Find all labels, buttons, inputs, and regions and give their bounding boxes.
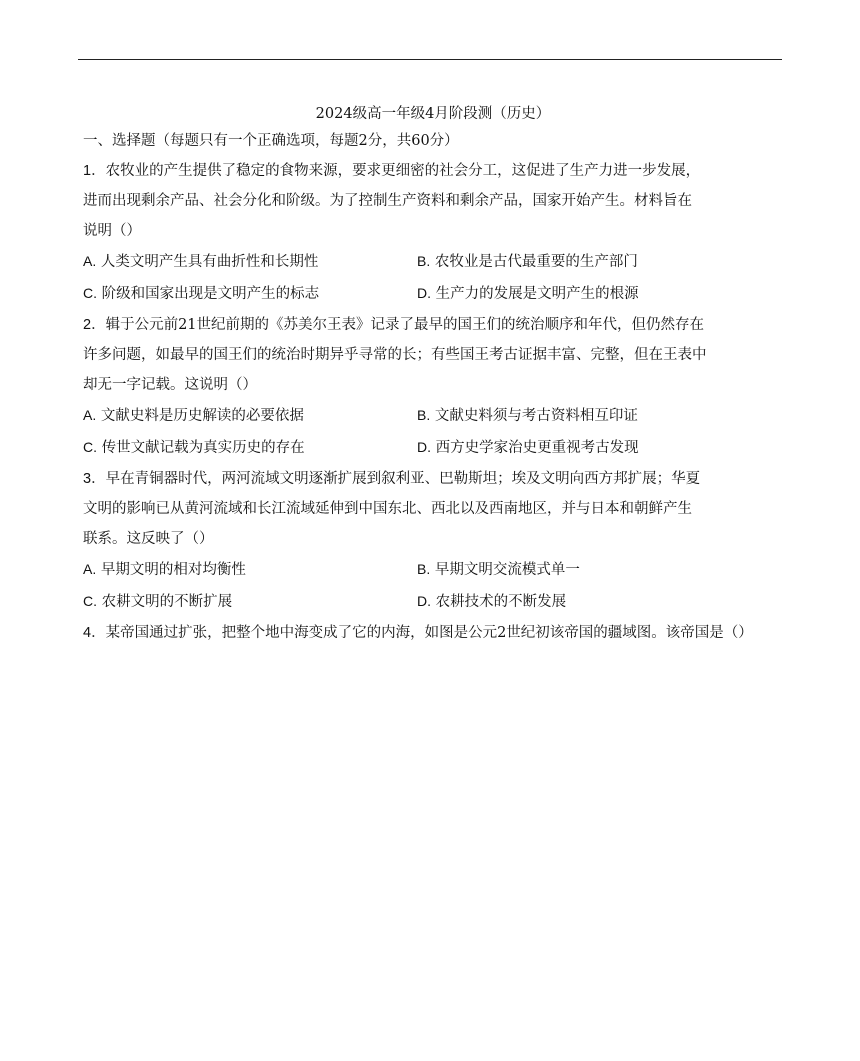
question-stem-line: 却无一字记载。这说明（） xyxy=(83,377,257,393)
option-text: 生产力的发展是文明产生的根源 xyxy=(435,286,639,302)
question-4 xyxy=(83,618,793,648)
option-c xyxy=(83,430,417,464)
option-letter: B. xyxy=(417,407,431,423)
option-b xyxy=(417,554,751,584)
exam-content xyxy=(83,102,793,648)
option-letter: A. xyxy=(83,253,97,269)
option-text: 文献史料须与考古资料相互印证 xyxy=(434,408,638,424)
option-text: 西方史学家治史更重视考古发现 xyxy=(435,440,639,456)
options-row xyxy=(83,430,793,464)
option-d xyxy=(417,430,751,464)
question-stem-line: 联系。这反映了（） xyxy=(83,531,214,547)
section-heading: 一、选择题（每题只有一个正确选项，每题2分，共60分） xyxy=(83,133,459,149)
option-text: 传世文献记载为真实历史的存在 xyxy=(101,440,305,456)
option-letter: C. xyxy=(83,439,97,455)
option-letter: C. xyxy=(83,593,97,609)
option-letter: D. xyxy=(417,285,431,301)
option-a xyxy=(83,246,417,276)
page-title: 2024级高一年级4月阶段测（历史） xyxy=(315,106,551,122)
option-letter: A. xyxy=(83,407,97,423)
option-letter: D. xyxy=(417,439,431,455)
question-text: 早在青铜器时代，两河流域文明逐渐扩展到叙利亚、巴勒斯坦；埃及文明向西方邦扩展；华夏 xyxy=(105,471,701,487)
options-row xyxy=(83,400,793,430)
question-stem-line: 文明的影响已从黄河流域和长江流域延伸到中国东北、西北以及西南地区，并与日本和朝鲜产生 xyxy=(83,501,692,517)
option-letter: B. xyxy=(417,253,431,269)
option-letter: C. xyxy=(83,285,97,301)
option-c xyxy=(83,584,417,618)
option-c xyxy=(83,276,417,310)
options-row xyxy=(83,584,793,618)
option-text: 人类文明产生具有曲折性和长期性 xyxy=(100,254,319,270)
option-text: 农耕技术的不断发展 xyxy=(435,594,567,610)
question-text: 农牧业的产生提供了稳定的食物来源，要求更细密的社会分工，这促进了生产力进一步发展， xyxy=(105,163,701,179)
option-a xyxy=(83,554,417,584)
question-stem-line: 许多问题，如最早的国王们的统治时期异乎寻常的长；有些国王考古证据丰富、完整，但在王表中 xyxy=(83,347,707,363)
question-number: 3． xyxy=(83,471,106,487)
question-text: 某帝国通过扩张，把整个地中海变成了它的内海，如图是公元2世纪初该帝国的疆域图。该帝国是（） xyxy=(105,625,753,641)
option-text: 早期文明交流模式单一 xyxy=(434,562,580,578)
options-row xyxy=(83,554,793,584)
option-text: 文献史料是历史解读的必要依据 xyxy=(100,408,304,424)
option-d xyxy=(417,584,751,618)
option-text: 农耕文明的不断扩展 xyxy=(101,594,233,610)
question-stem-line xyxy=(83,618,793,648)
option-text: 农牧业是古代最重要的生产部门 xyxy=(434,254,638,270)
question-number: 4． xyxy=(83,625,106,641)
question-stem-line: 说明（） xyxy=(83,223,141,239)
question-stem-line xyxy=(83,310,793,340)
question-stem-line: 进而出现剩余产品、社会分化和阶级。为了控制生产资料和剩余产品，国家开始产生。材料旨在 xyxy=(83,193,692,209)
question-stem-line xyxy=(83,464,793,494)
options-row xyxy=(83,276,793,310)
option-b xyxy=(417,246,751,276)
question-2 xyxy=(83,310,793,464)
question-number: 2． xyxy=(83,317,106,333)
option-text: 阶级和国家出现是文明产生的标志 xyxy=(101,286,320,302)
question-1 xyxy=(83,156,793,310)
question-stem-line xyxy=(83,156,793,186)
question-number: 1． xyxy=(83,163,106,179)
option-text: 早期文明的相对均衡性 xyxy=(100,562,246,578)
option-letter: B. xyxy=(417,561,431,577)
option-letter: A. xyxy=(83,561,97,577)
options-row xyxy=(83,246,793,276)
question-3 xyxy=(83,464,793,618)
option-d xyxy=(417,276,751,310)
question-text: 辑于公元前21世纪前期的《苏美尔王表》记录了最早的国王们的统治顺序和年代，但仍然存在 xyxy=(105,317,705,333)
header-rule xyxy=(78,59,782,60)
option-a xyxy=(83,400,417,430)
option-b xyxy=(417,400,751,430)
option-letter: D. xyxy=(417,593,431,609)
